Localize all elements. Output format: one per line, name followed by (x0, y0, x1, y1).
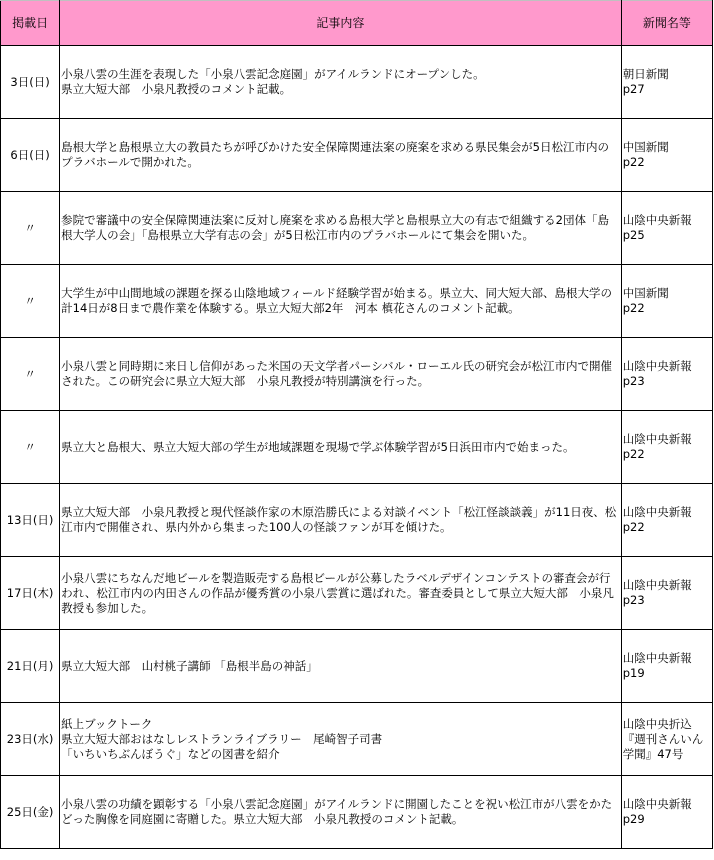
row-content (60, 557, 622, 630)
row-source (621, 776, 712, 849)
row-source (621, 119, 712, 192)
row-source (621, 338, 712, 411)
table-row (1, 338, 713, 411)
header-date: 掲載日 (1, 1, 60, 46)
source-name: 朝日新聞 (622, 67, 669, 81)
row-content (60, 411, 622, 484)
source-page: p23 (622, 593, 645, 607)
row-source (621, 46, 712, 119)
row-source (621, 192, 712, 265)
row-date: 〃 (1, 265, 60, 338)
source-name: 山陰中央折込『週刊さんいん学聞』47号 (622, 716, 704, 761)
table-row (1, 411, 713, 484)
row-source (621, 484, 712, 557)
source-page: p22 (622, 447, 645, 461)
row-source (621, 630, 712, 703)
row-date: 3日(日) (1, 46, 60, 119)
table-row (1, 630, 713, 703)
row-content (60, 338, 622, 411)
content-line: 県立大短大部おはなしレストランライブラリー 尾崎智子司書 (61, 731, 383, 746)
row-content (60, 776, 622, 849)
table-row (1, 557, 713, 630)
row-date: 23日(水) (1, 703, 60, 776)
source-page: p22 (622, 155, 645, 169)
content-line: 島根大学と島根県立大の教員たちが呼びかけた安全保障関連法案の廃案を求める県民集会が5日松江市内のプラバホールで開かれた。 (61, 140, 609, 169)
source-name: 山陰中央新報 (622, 578, 692, 592)
source-page: p27 (622, 82, 645, 96)
row-date: 21日(月) (1, 630, 60, 703)
content-line: 県立大と島根大、県立大短大部の学生が地域課題を現場で学ぶ体験学習が5日浜田市内で始まった。 (61, 439, 575, 454)
row-date: 25日(金) (1, 776, 60, 849)
row-source (621, 411, 712, 484)
source-name: 山陰中央新報 (622, 432, 692, 446)
source-page: p22 (622, 301, 645, 315)
content-line: 県立大短大部 山村桃子講師 「島根半島の神話」 (61, 658, 318, 673)
row-content (60, 630, 622, 703)
row-date: 13日(日) (1, 484, 60, 557)
source-name: 中国新聞 (622, 140, 669, 154)
row-content (60, 265, 622, 338)
content-line: 小泉八雲の生涯を表現した「小泉八雲記念庭園」がアイルランドにオープンした。 (61, 67, 485, 81)
source-name: 山陰中央新報 (622, 505, 692, 519)
header-content: 記事内容 (60, 1, 622, 46)
row-date: 〃 (1, 192, 60, 265)
row-source (621, 265, 712, 338)
row-content (60, 119, 622, 192)
source-name: 山陰中央新報 (622, 651, 692, 665)
row-date: 6日(日) (1, 119, 60, 192)
content-line: 「いちいちぶんぼうぐ」などの図書を紹介 (61, 746, 280, 761)
table-row (1, 192, 713, 265)
row-content (60, 192, 622, 265)
table-row (1, 776, 713, 849)
source-name: 中国新聞 (622, 286, 669, 300)
row-content (60, 46, 622, 119)
content-line: 県立大短大部 小泉凡教授のコメント記載。 (61, 82, 292, 96)
row-date: 〃 (1, 411, 60, 484)
source-name: 山陰中央新報 (622, 797, 692, 811)
content-line: 大学生が中山間地域の課題を探る山陰地域フィールド経験学習が始まる。県立大、同大短大部、島根大学の計14日が8日まで農作業を体験する。県立大短大部2年 河本 槙花さんのコメント記載。 (61, 286, 613, 315)
content-line: 県立大短大部 小泉凡教授と現代怪談作家の木原浩勝氏による対談イベント「松江怪談談義」が11日夜、松江市内で開催され、県内外から集まった100人の怪談ファンが耳を傾けた。 (61, 505, 617, 534)
content-line: 小泉八雲にちなんだ地ビールを製造販売する島根ビールが公募したラベルデザインコンテストの審査会が行われ、松江市内の内田さんの作品が優秀賞の小泉八雲賞に選ばれた。審査委員として県立大短大部 小泉凡教授も参加した。 (61, 570, 614, 615)
table-row (1, 484, 713, 557)
row-content (60, 703, 622, 776)
row-date: 〃 (1, 338, 60, 411)
row-source (621, 557, 712, 630)
source-page: p25 (622, 228, 645, 242)
content-line: 参院で審議中の安全保障関連法案に反対し廃案を求める島根大学と島根県立大の有志で組織する2団体「島根大学人の会」「島根県立大学有志の会」が5日松江市内のプラバホールにて集会を開いた。 (61, 213, 609, 242)
table-row (1, 703, 713, 776)
content-line: 小泉八雲と同時期に来日し信仰があった米国の天文学者パーシバル・ローエル氏の研究会が松江市内で開催された。この研究会に県立大短大部 小泉凡教授が特別講演を行った。 (61, 359, 613, 388)
table-row (1, 46, 713, 119)
source-page: p22 (622, 520, 645, 534)
row-content (60, 484, 622, 557)
source-page: p23 (622, 374, 645, 388)
row-source (621, 703, 712, 776)
header-source: 新聞名等 (621, 1, 712, 46)
row-date: 17日(木) (1, 557, 60, 630)
table-row (1, 265, 713, 338)
source-page: p29 (622, 812, 645, 826)
content-line: 紙上ブックトーク (61, 716, 153, 731)
content-line: 小泉八雲の功績を顕彰する「小泉八雲記念庭園」がアイルランドに開園したことを祝い松江市が八雲をかたどった胸像を同庭園に寄贈した。県立大短大部 小泉凡教授のコメント記載。 (61, 797, 613, 826)
source-name: 山陰中央新報 (622, 213, 692, 227)
header-row (1, 1, 713, 46)
source-name: 山陰中央新報 (622, 359, 692, 373)
source-page: p19 (622, 666, 645, 680)
table-row (1, 119, 713, 192)
